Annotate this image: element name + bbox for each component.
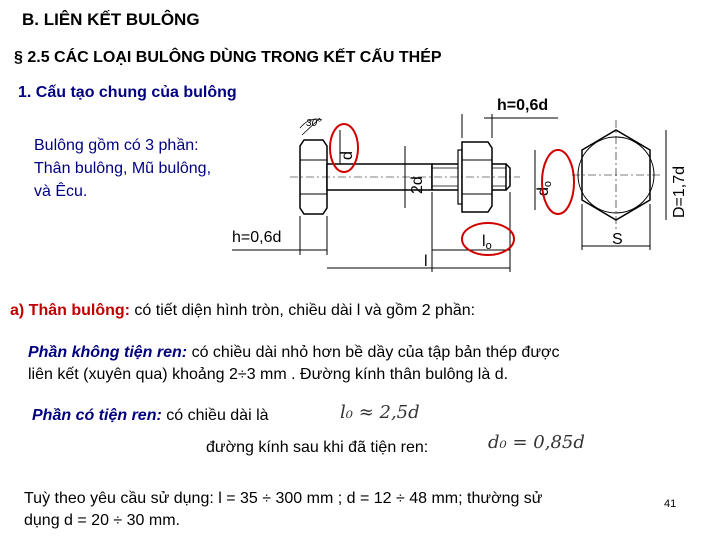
label-d0: do	[535, 180, 554, 196]
label-l: l	[424, 253, 428, 270]
subsection-heading: 1. Cấu tạo chung của bulông	[18, 84, 237, 101]
section-title: B. LIÊN KẾT BULÔNG	[22, 10, 200, 29]
usage-line2: dụng d = 20 ÷ 30 mm.	[24, 512, 180, 529]
bolt-diagram	[222, 88, 692, 278]
label-2d: 2d	[409, 176, 426, 194]
label-h-top: h=0,6d	[497, 97, 549, 114]
no-thread-text1: có chiều dài nhỏ hơn bề dầy của tập bản thép được	[187, 344, 560, 361]
thread-line1	[32, 405, 269, 427]
label-d: d	[339, 151, 356, 160]
label-angle: 30°	[306, 118, 322, 129]
thread-text1: có chiều dài là	[161, 407, 269, 424]
no-thread-heading: Phần không tiện ren:	[28, 344, 188, 361]
label-D: D=1,7d	[671, 165, 688, 218]
section-a-line	[10, 300, 475, 322]
intro-text: Bulông gồm có 3 phần: Thân bulông, Mũ bulông, và Êcu.	[34, 137, 212, 200]
label-l0: lo	[482, 233, 492, 252]
no-thread-line2: liên kết (xuyên qua) khoảng 2÷3 mm . Đường kính thân bulông là d.	[28, 366, 509, 383]
section-a-text: có tiết diện hình tròn, chiều dài l và gồm 2 phần:	[129, 302, 476, 319]
chapter-heading: § 2.5 CÁC LOẠI BULÔNG DÙNG TRONG KẾT CẤU THÉP	[14, 49, 442, 66]
label-h-bottom: h=0,6d	[232, 229, 282, 246]
section-a-heading: a) Thân bulông:	[10, 302, 130, 319]
thread-line2: đường kính sau khi đã tiện ren:	[206, 439, 429, 456]
label-S: S	[612, 231, 623, 248]
no-thread-line1	[28, 342, 560, 364]
page-number: 41	[664, 498, 677, 510]
formula-d0: d₀ = 0,85d	[488, 432, 585, 453]
usage-line1: Tuỳ theo yêu cầu sử dụng: l = 35 ÷ 300 mm ; d = 12 ÷ 48 mm; thường sử	[24, 490, 543, 507]
thread-heading: Phần có tiện ren:	[32, 407, 162, 424]
formula-l0: l₀ ≈ 2,5d	[340, 402, 420, 423]
